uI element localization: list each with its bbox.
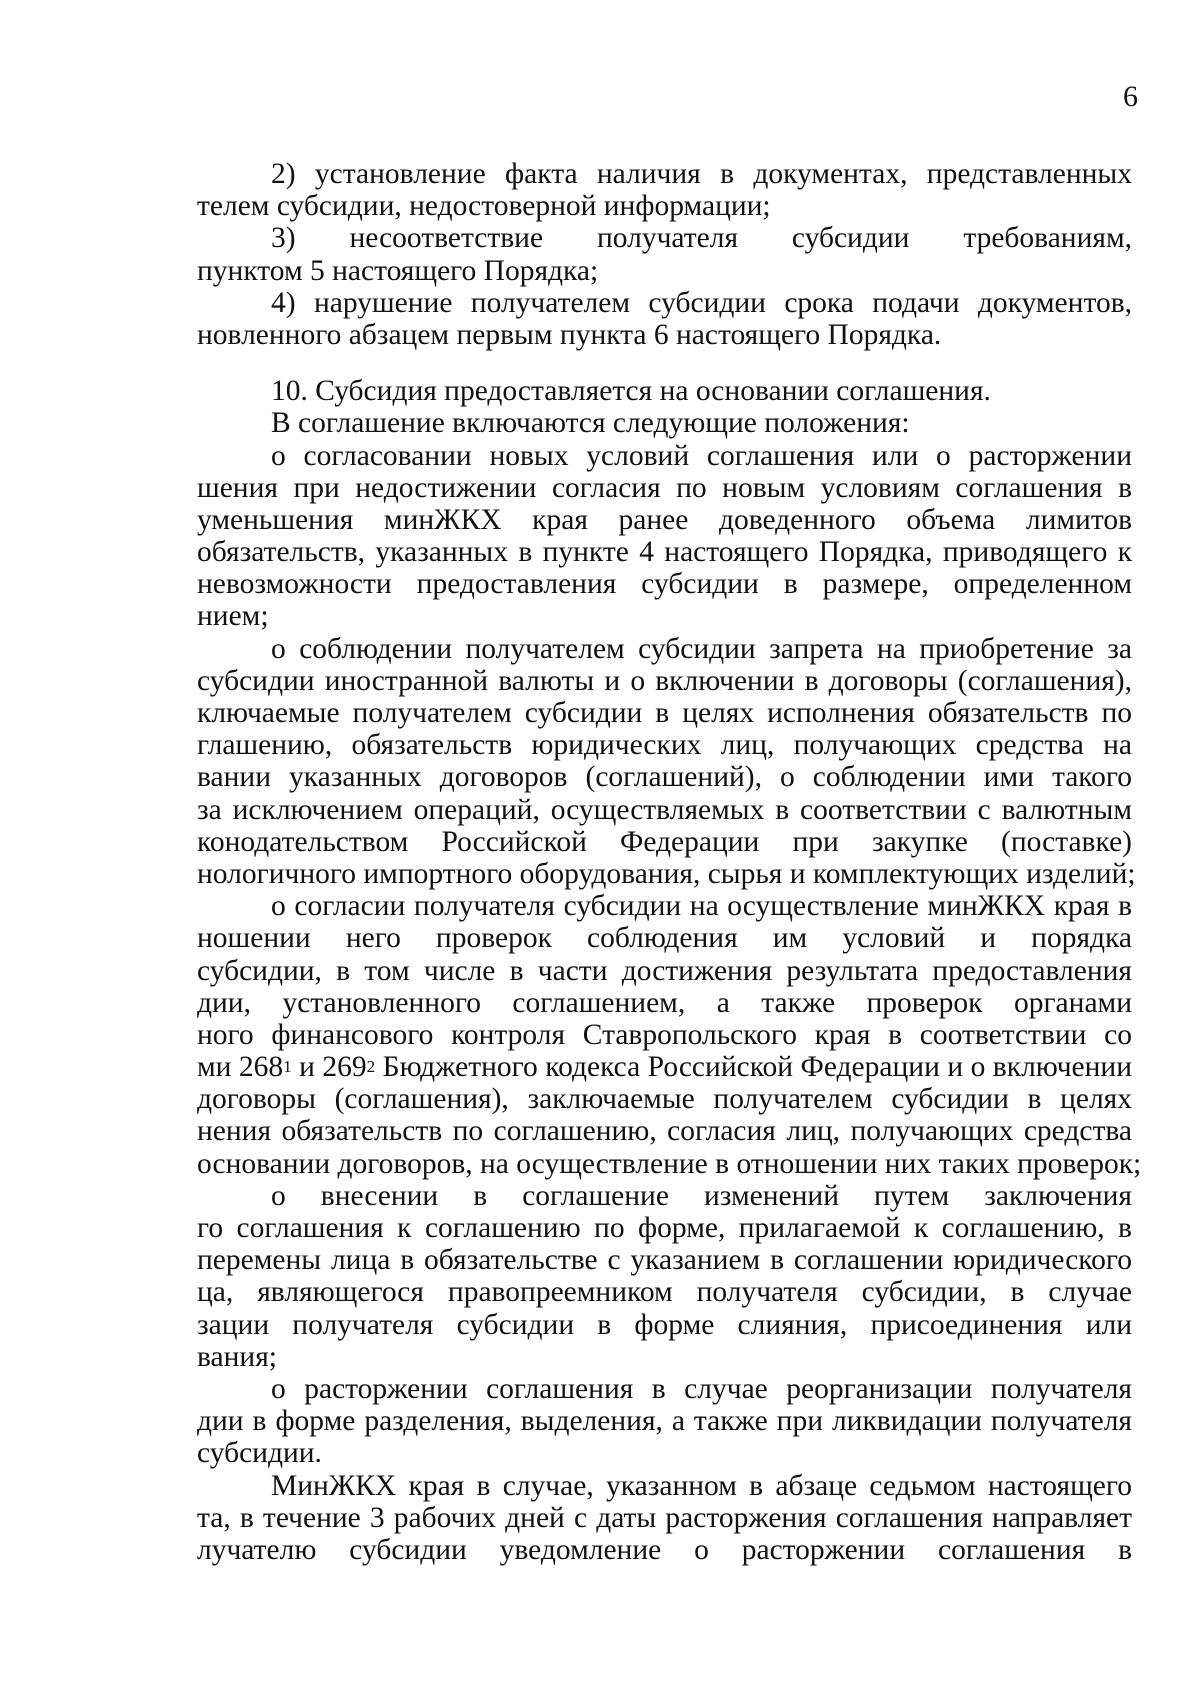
text-line: дии, установленного соглашением, а также проверок органами [197,986,1132,1019]
text-line: пунктом 5 настоящего Порядка; [197,254,599,287]
text-fragment: Бюджетного кодекса Российской Федерации и о включении [382,1051,1132,1084]
text-line: о соблюдении получателем субсидии запрета на приобретение за [271,632,1132,665]
text-line: вании указанных договоров (соглашений), о соблюдении ими такого [197,761,1132,794]
text-line: о расторжении соглашения в случае реорганизации получателя [271,1372,1132,1405]
text-line: нием; [197,600,269,633]
text-line: го соглашения к соглашению по форме, прилагаемой к соглашению, в [197,1212,1132,1244]
text-line: ключаемые получателем субсидии в целях исполнения обязательств по [197,697,1132,729]
text-line: 10. Субсидия предоставляется на основании соглашения. [271,375,991,408]
text-line: 2) установление факта наличия в документах, представленных [271,158,1132,190]
text-line: за исключением операций, осуществляемых в соответствии с валютным [197,793,1132,826]
text-line: уменьшения минЖКХ края ранее доведенного объема лимитов [197,503,1132,536]
document-body [197,158,1142,1566]
text-line: невозможности предоставления субсидии в размере, определенном [197,568,1132,601]
text-line: конодательством Российской Федерации при закупке (поставке) [197,825,1132,858]
text-line: ношении него проверок соблюдения им условий и порядка [197,922,1132,955]
text-line: нения обязательств по соглашению, согласия лиц, получающих средства [197,1115,1132,1148]
text-line: ного финансового контроля Ставропольского края в соответствии со [197,1018,1132,1051]
text-line: шения при недостижении согласия по новым условиям соглашения в [197,471,1132,504]
text-line: лучателю субсидии уведомление о расторжении соглашения в [197,1533,1132,1566]
text-line: В соглашение включаются следующие положения: [271,407,910,440]
text-line: субсидии иностранной валюты и о включении в договоры (соглашения), [197,664,1132,697]
text-line: о согласии получателя субсидии на осуществление минЖКХ края в [271,890,1132,923]
text-line: МинЖКХ края в случае, указанном в абзаце седьмом настоящего [271,1469,1132,1502]
text-line: субсидии. [197,1437,322,1470]
superscript: 1 [283,1057,292,1077]
text-line: зации получателя субсидии в форме слияния, присоединения или [197,1308,1132,1341]
text-line: новленного абзацем первым пункта 6 настоящего Порядка. [197,318,942,351]
superscript: 2 [366,1057,376,1077]
text-line: перемены лица в обязательстве с указанием в соглашении юридического [197,1244,1132,1277]
text-line: субсидии, в том числе в части достижения результата предоставления [197,954,1132,987]
text-fragment: ми 268 [197,1051,284,1084]
text-line [197,1051,1132,1083]
text-line: о внесении в соглашение изменений путем заключения [271,1179,1132,1212]
text-line: 4) нарушение получателем субсидии срока подачи документов, [271,286,1132,319]
text-line: 3) несоответствие получателя субсидии требованиям, [271,222,1132,255]
text-line: та, в течение 3 рабочих дней с даты расторжения соглашения направляет [197,1501,1132,1534]
text-line: глашению, обязательств юридических лиц, получающих средства на [197,729,1132,762]
text-line: обязательств, указанных в пункте 4 настоящего Порядка, приводящего к [197,536,1132,569]
text-line: договоры (соглашения), заключаемые получателем субсидии в целях [197,1083,1132,1116]
text-fragment: и 269 [291,1051,367,1084]
text-line: вания; [197,1340,277,1373]
text-line: телем субсидии, недостоверной информации; [197,190,771,223]
text-line: ца, являющегося правопреемником получателя субсидии, в случае [197,1276,1132,1309]
text-line: о согласовании новых условий соглашения или о расторжении [271,439,1132,472]
text-line: основании договоров, на осуществление в отношении них таких проверок; [197,1147,1142,1180]
text-line: дии в форме разделения, выделения, а также при ликвидации получателя [197,1405,1132,1438]
paragraph-gap [197,351,1132,375]
text-line: нологичного импортного оборудования, сырья и комплектующих изделий; [197,857,1136,890]
page-number: 6 [1123,80,1138,113]
